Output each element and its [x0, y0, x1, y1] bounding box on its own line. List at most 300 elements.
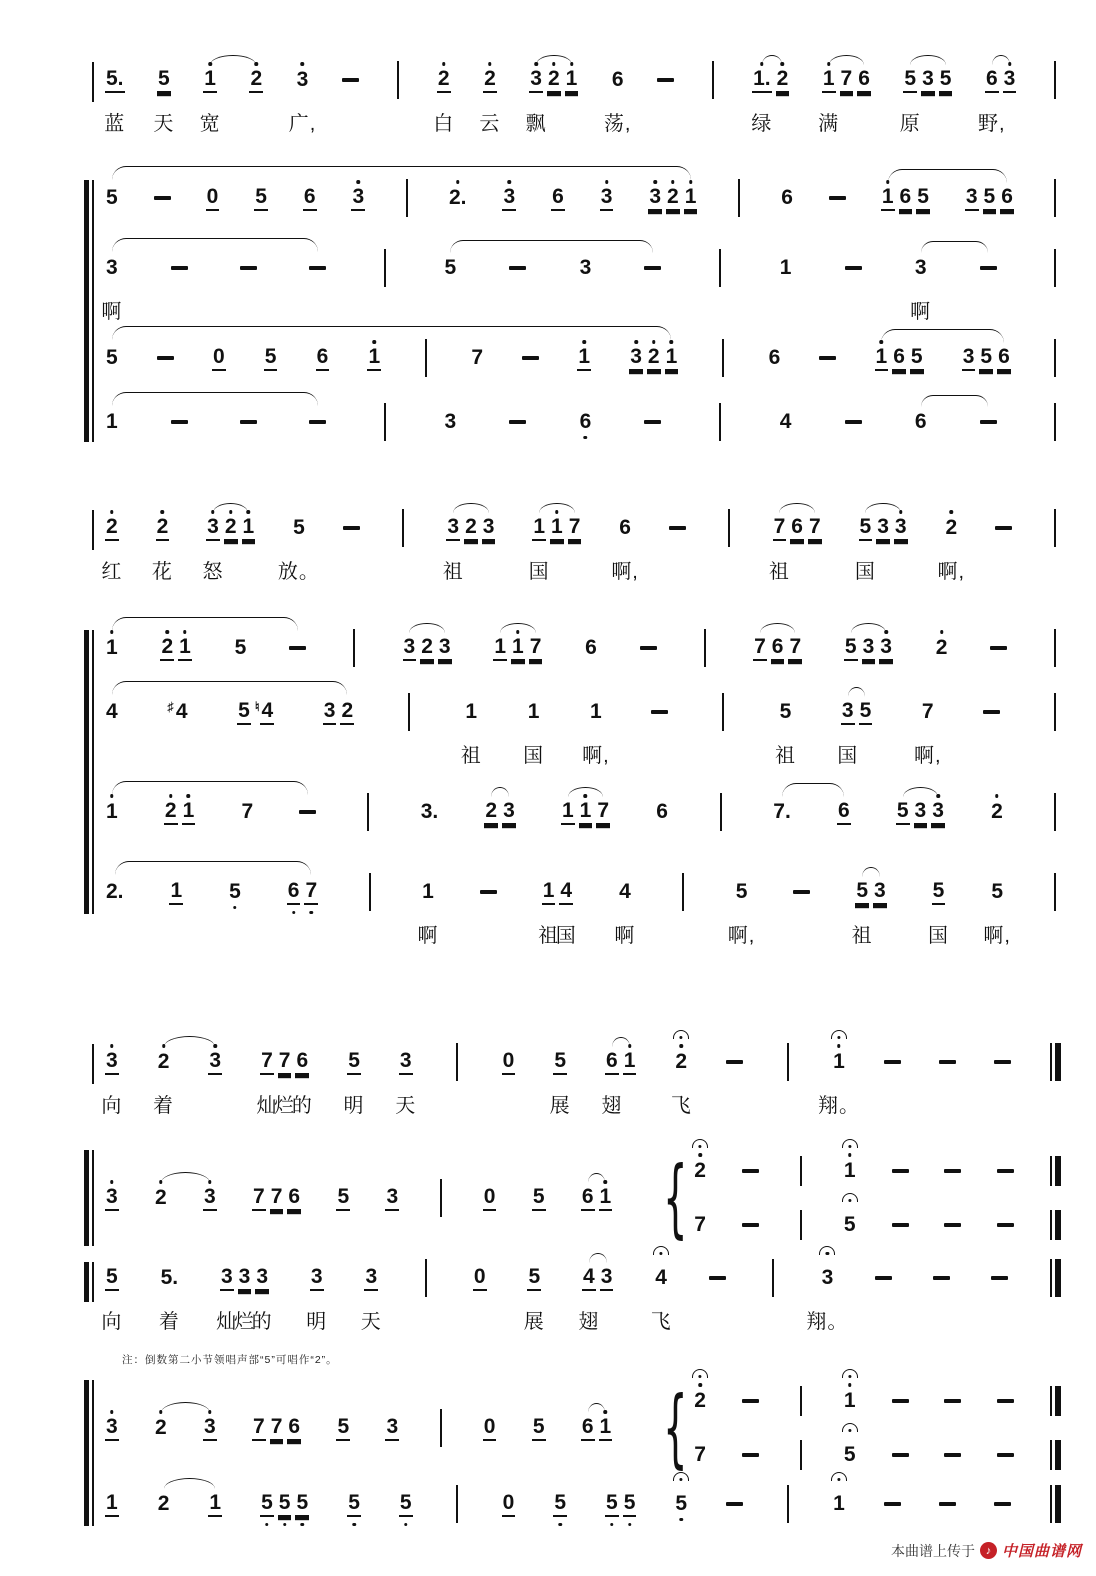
- octave-dot-high: [604, 1180, 608, 1184]
- note: 5: [532, 1408, 546, 1448]
- note: 5: [844, 628, 858, 668]
- lyric-syllable: 灿: [256, 1095, 278, 1117]
- note: 3: [203, 1408, 217, 1448]
- octave-dot-low: [283, 1523, 287, 1527]
- lyric-syllable: 原: [899, 113, 921, 135]
- music-line-voice-1: [105, 178, 1062, 218]
- note: 3: [529, 60, 543, 100]
- note: 3: [403, 628, 417, 668]
- divisi-stack: [648, 1378, 707, 1478]
- lyric-syllable: 的: [251, 1311, 273, 1333]
- sustain-dash: [726, 1042, 743, 1082]
- note-line: [105, 1042, 1062, 1082]
- note: 6: [790, 508, 804, 548]
- note: 0: [502, 1042, 516, 1082]
- beam-group: [855, 872, 886, 912]
- note: 4: [654, 1258, 668, 1298]
- note: 6: [892, 338, 906, 378]
- note: 3: [1003, 60, 1017, 100]
- sustain-dash: [994, 1042, 1011, 1082]
- lyric-syllable: 向: [101, 1095, 123, 1117]
- sustain-dash: [944, 1205, 961, 1245]
- lyric-syllable: 荡,: [603, 113, 632, 135]
- octave-dot-high: [159, 1410, 163, 1414]
- sustain-dash: [657, 60, 674, 100]
- divisi-stack: [648, 1148, 707, 1248]
- beam-group: [841, 692, 872, 732]
- divisi-stack: [997, 1151, 1014, 1245]
- barline: [732, 178, 745, 218]
- note: 2: [944, 508, 958, 548]
- note: 6: [551, 178, 565, 218]
- sustain-dash: [309, 248, 326, 288]
- note: 5.: [105, 60, 125, 100]
- octave-dot-high: [605, 180, 609, 184]
- note: 2: [484, 792, 498, 832]
- divisi-stack: [944, 1151, 961, 1245]
- note: 5: [295, 1484, 309, 1524]
- note: 2: [157, 1491, 170, 1515]
- note: 6: [771, 628, 785, 668]
- system-start-barline: [92, 510, 94, 550]
- lyric-syllable: 灿: [216, 1311, 238, 1333]
- note: 5: [237, 692, 251, 732]
- lyric-syllable: 放。: [277, 561, 320, 583]
- music-line-voice-5: [105, 628, 1062, 668]
- lyric-syllable: 祖: [774, 745, 796, 767]
- beam-group: [605, 1484, 636, 1524]
- note: 6: [768, 345, 781, 369]
- note: 1: [106, 409, 118, 433]
- octave-dot-low: [628, 1523, 632, 1527]
- note: 3: [482, 508, 496, 548]
- octave-dot-low: [301, 1523, 305, 1527]
- lyric-syllable: 烂: [233, 1311, 255, 1333]
- lyric-syllable: 向: [101, 1311, 123, 1333]
- note: 1: [599, 1408, 613, 1448]
- octave-dot-low: [610, 1523, 614, 1527]
- octave-dot-high: [634, 340, 638, 344]
- octave-dot-high: [950, 510, 954, 514]
- note: 3: [105, 1178, 119, 1218]
- note: 2: [249, 60, 263, 100]
- lyric-syllable: 明: [306, 1311, 328, 1333]
- sustain-dash: [997, 1151, 1014, 1191]
- fermata-icon: [831, 1472, 847, 1481]
- lyric-syllable: 明: [343, 1095, 365, 1117]
- octave-dot-high: [552, 62, 556, 66]
- lyric-syllable: 红: [101, 561, 123, 583]
- note: 6: [287, 872, 301, 912]
- divisi-stack: [892, 1151, 909, 1245]
- sustain-dash: [995, 508, 1012, 548]
- note: 5: [278, 1484, 292, 1524]
- sustain-dash: [709, 1258, 726, 1298]
- beam-group: [648, 178, 697, 218]
- octave-dot-high: [214, 1044, 218, 1048]
- sustain-dash: [522, 338, 539, 378]
- beam-group: [605, 1042, 636, 1082]
- lyric-syllable: 祖: [768, 561, 790, 583]
- sustain-dash: [944, 1151, 961, 1191]
- note: 1: [579, 792, 593, 832]
- beam-group: [493, 628, 542, 668]
- beam-group: [962, 338, 1011, 378]
- barline: [403, 692, 416, 732]
- lyric-syllable: 广,: [288, 113, 317, 135]
- beam-group: [287, 872, 318, 912]
- lyric-syllable: 着: [158, 1311, 180, 1333]
- note: 1: [875, 338, 889, 378]
- barline: [363, 872, 376, 912]
- watermark-brand: 中国曲谱网: [1001, 1543, 1082, 1560]
- beam-group: [237, 692, 274, 732]
- note: 6: [316, 338, 330, 378]
- lyric-syllable: 啊,: [983, 925, 1011, 947]
- sustain-dash: [933, 1258, 950, 1298]
- octave-dot-high: [110, 1180, 114, 1184]
- sustain-dash: [845, 248, 862, 288]
- barline: [795, 1381, 808, 1421]
- note: 4: [779, 409, 792, 433]
- sustain-dash: [884, 1042, 901, 1082]
- brace-icon: {: [662, 1148, 688, 1248]
- note: 5: [855, 872, 869, 912]
- sustain-dash: [742, 1205, 759, 1245]
- note: 1: [105, 792, 119, 832]
- octave-dot-high: [936, 794, 940, 798]
- note: 5: [444, 255, 457, 279]
- lyric-syllable: 啊: [614, 925, 636, 947]
- note: 5: [674, 1484, 688, 1524]
- octave-dot-high: [886, 180, 890, 184]
- barline: [1049, 248, 1062, 288]
- beam-group: [542, 872, 573, 912]
- note: 1: [527, 699, 540, 723]
- note-line: [105, 178, 1062, 218]
- barline: [723, 508, 736, 548]
- note: 3: [876, 508, 890, 548]
- sustain-dash: [644, 402, 661, 442]
- note: 3: [296, 60, 310, 100]
- note-line: [105, 1258, 1062, 1298]
- octave-dot-high: [689, 180, 693, 184]
- divisi-stack: [795, 1381, 808, 1475]
- octave-dot-high: [555, 510, 559, 514]
- barline: [714, 248, 727, 288]
- sustain-dash: [742, 1381, 759, 1421]
- fermata-icon: [673, 1472, 689, 1481]
- note: 2: [547, 60, 561, 100]
- note: 2: [157, 1042, 171, 1082]
- note: 2: [693, 1381, 707, 1421]
- note: 3: [841, 692, 855, 732]
- final-barline: [1049, 1151, 1062, 1191]
- octave-dot-high: [653, 180, 657, 184]
- sustain-dash: [509, 248, 526, 288]
- octave-dot-high: [848, 1153, 852, 1157]
- sustain-dash: [742, 1435, 759, 1475]
- barline: [378, 402, 391, 442]
- watermark-text: 本曲谱上传于: [890, 1542, 975, 1559]
- note: 5: [260, 1484, 274, 1524]
- beam-group: [581, 1178, 612, 1218]
- footnote: 注：倒数第二小节领唱声部“5”可唱作“2”。: [122, 1354, 338, 1366]
- beam-group: [529, 60, 578, 100]
- note: 1: [203, 60, 217, 100]
- octave-dot-high: [698, 1153, 702, 1157]
- sustain-dash: [994, 1484, 1011, 1524]
- note: 5.: [160, 1265, 179, 1289]
- final-barline: [1049, 1205, 1062, 1245]
- note: 2: [105, 508, 119, 548]
- barline: [434, 1178, 447, 1218]
- beam-group: [844, 628, 893, 668]
- octave-dot-high: [584, 794, 588, 798]
- music-line-voice-8: [105, 872, 1062, 947]
- sustain-dash: [884, 1484, 901, 1524]
- sustain-dash: [289, 628, 306, 668]
- sustain-dash: [944, 1435, 961, 1475]
- note: 0: [212, 338, 226, 378]
- sustain-dash: [240, 248, 257, 288]
- note: 7: [270, 1408, 284, 1448]
- note: ♮ 4: [255, 692, 274, 732]
- note: 3: [502, 178, 516, 218]
- octave-dot-high: [110, 1410, 114, 1414]
- octave-dot-high: [247, 510, 251, 514]
- note: 3: [385, 1178, 399, 1218]
- note: 2: [154, 1178, 168, 1218]
- beam-group: [484, 792, 515, 832]
- sustain-dash: [991, 1258, 1008, 1298]
- barline: [400, 178, 413, 218]
- note: 7: [808, 508, 822, 548]
- lyric-syllable: 天: [395, 1095, 417, 1117]
- note: 2: [776, 60, 790, 100]
- note: 6: [857, 60, 871, 100]
- note: 3: [438, 628, 452, 668]
- note: 3: [965, 178, 979, 218]
- beam-group: [446, 508, 495, 548]
- sustain-dash: [343, 508, 360, 548]
- barline: [795, 1205, 808, 1245]
- note: 1: [532, 508, 546, 548]
- beam-group: [875, 338, 924, 378]
- music-line-voice-3: [105, 338, 1062, 378]
- note: 5: [234, 635, 247, 659]
- barline: [1049, 338, 1062, 378]
- note: 1: [178, 628, 192, 668]
- final-barline: [1049, 1042, 1062, 1082]
- note: 1: [832, 1484, 846, 1524]
- lyric-syllable: 烂: [274, 1095, 296, 1117]
- octave-dot-high: [208, 62, 212, 66]
- fermata-icon: [842, 1139, 858, 1148]
- note: 5: [553, 1042, 567, 1082]
- divisi-stack: [944, 1381, 961, 1475]
- octave-dot-high: [110, 630, 114, 634]
- octave-dot-high: [255, 62, 259, 66]
- lyric-syllable: 祖: [442, 561, 464, 583]
- sustain-dash: [875, 1258, 892, 1298]
- note-line: [105, 402, 1062, 442]
- barline: [1049, 178, 1062, 218]
- note: 3: [238, 1258, 252, 1298]
- sustain-dash: [742, 1151, 759, 1191]
- beam-group: [859, 508, 908, 548]
- note: 4: [582, 1258, 596, 1298]
- fermata-icon: [842, 1423, 858, 1432]
- lyric-syllable: 展: [523, 1311, 545, 1333]
- lyric-syllable: 国: [528, 561, 550, 583]
- sustain-dash: [651, 692, 668, 732]
- lyric-syllable: 啊,: [582, 745, 610, 767]
- note: 7: [260, 1042, 274, 1082]
- barline: [397, 508, 410, 548]
- octave-dot-high: [488, 62, 492, 66]
- note-line: [105, 508, 1062, 548]
- note: 6: [985, 60, 999, 100]
- note: 1: [779, 255, 792, 279]
- lyric-syllable: 绿: [751, 113, 773, 135]
- barline: [1049, 508, 1062, 548]
- sustain-dash: [669, 508, 686, 548]
- note: 1: [822, 60, 836, 100]
- note: 3: [962, 338, 976, 378]
- beam-group: [220, 1258, 269, 1298]
- octave-dot-high: [110, 510, 114, 514]
- octave-dot-low: [680, 1518, 684, 1522]
- octave-dot-low: [310, 911, 314, 915]
- brace-icon: {: [662, 1378, 688, 1478]
- note: 4: [619, 879, 631, 903]
- note: 3: [310, 1258, 324, 1298]
- note: 5: [532, 1178, 546, 1218]
- octave-dot-high: [534, 62, 538, 66]
- lyric-syllable: 花: [151, 561, 173, 583]
- fermata-icon: [692, 1139, 708, 1148]
- octave-dot-high: [208, 1180, 212, 1184]
- octave-dot-low: [233, 906, 237, 910]
- note: 3: [206, 508, 220, 548]
- note: 6: [656, 799, 668, 823]
- system-bracket: [84, 630, 89, 914]
- lyric-syllable: 翅: [601, 1095, 623, 1117]
- note: 5: [859, 692, 873, 732]
- lyric-syllable: 飞: [650, 1311, 672, 1333]
- sustain-dash: [509, 402, 526, 442]
- sustain-dash: [892, 1205, 909, 1245]
- note: 5: [106, 185, 118, 209]
- note: 7: [753, 628, 767, 668]
- fermata-icon: [819, 1246, 835, 1255]
- note: 7: [278, 1042, 292, 1082]
- note: 0: [473, 1258, 487, 1298]
- octave-dot-high: [604, 1410, 608, 1414]
- note: 1: [465, 699, 478, 723]
- note: 5: [910, 338, 924, 378]
- note: 5: [843, 1205, 857, 1245]
- beam-group: [252, 1408, 301, 1448]
- system-start-barline: [92, 62, 94, 102]
- note: 1: [182, 792, 196, 832]
- note: 5: [527, 1258, 541, 1298]
- watermark-logo-icon: ♪: [980, 1542, 997, 1559]
- note: 7.: [773, 799, 791, 823]
- note: 7: [529, 628, 543, 668]
- note: 3: [364, 1258, 378, 1298]
- barline: [1049, 792, 1062, 832]
- note: 5: [336, 1408, 350, 1448]
- note: 5: [605, 1484, 619, 1524]
- note: 5: [157, 60, 171, 100]
- note: 5: [916, 178, 930, 218]
- octave-dot-high: [582, 340, 586, 344]
- beam-group: [582, 1258, 613, 1298]
- octave-dot-high: [211, 510, 215, 514]
- note: 3: [208, 1042, 222, 1082]
- note: 1: [367, 338, 381, 378]
- note: 3: [385, 1408, 399, 1448]
- lyrics-line: [105, 739, 1062, 769]
- divisi-stack: [843, 1151, 857, 1245]
- note: 3: [444, 409, 457, 433]
- sustain-dash: [892, 1435, 909, 1475]
- sustain-dash: [983, 692, 1000, 732]
- lyric-syllable: 的: [291, 1095, 313, 1117]
- fermata-icon: [673, 1030, 689, 1039]
- lyric-syllable: 祖: [851, 925, 873, 947]
- octave-dot-high: [508, 180, 512, 184]
- note: 3: [648, 178, 662, 218]
- beam-group: [985, 60, 1016, 100]
- octave-dot-low: [558, 1523, 562, 1527]
- note: 6: [1000, 178, 1014, 218]
- system-bracket: [84, 180, 89, 442]
- divisi-stack: [997, 1381, 1014, 1475]
- lyric-syllable: 白: [433, 113, 455, 135]
- note: 2: [935, 628, 949, 668]
- beam-group: [753, 628, 802, 668]
- note: 0: [206, 178, 220, 218]
- note: 7: [694, 1212, 706, 1236]
- barline: [716, 338, 729, 378]
- beam-group: [752, 60, 789, 100]
- barline: [1049, 692, 1062, 732]
- note: 2.: [106, 879, 124, 903]
- note: 0: [483, 1408, 497, 1448]
- fermata-icon: [831, 1030, 847, 1039]
- final-barline: [1049, 1484, 1062, 1524]
- note: 5: [939, 60, 953, 100]
- note: 3: [579, 255, 592, 279]
- note-line: [105, 692, 1062, 732]
- lyric-syllable: 啊,: [611, 561, 639, 583]
- lyric-syllable: 翅: [578, 1311, 600, 1333]
- lyric-syllable: 满: [818, 113, 840, 135]
- sustain-dash: [309, 402, 326, 442]
- barline: [1049, 628, 1062, 668]
- lyric-syllable: 翔。: [817, 1095, 860, 1117]
- system-start-barline: [92, 1150, 94, 1246]
- sustain-dash: [997, 1381, 1014, 1421]
- note-line: [105, 628, 1062, 668]
- lyric-syllable: 国: [928, 925, 950, 947]
- lyric-syllable: 翔。: [806, 1311, 849, 1333]
- sustain-dash: [990, 628, 1007, 668]
- note: 5: [896, 792, 910, 832]
